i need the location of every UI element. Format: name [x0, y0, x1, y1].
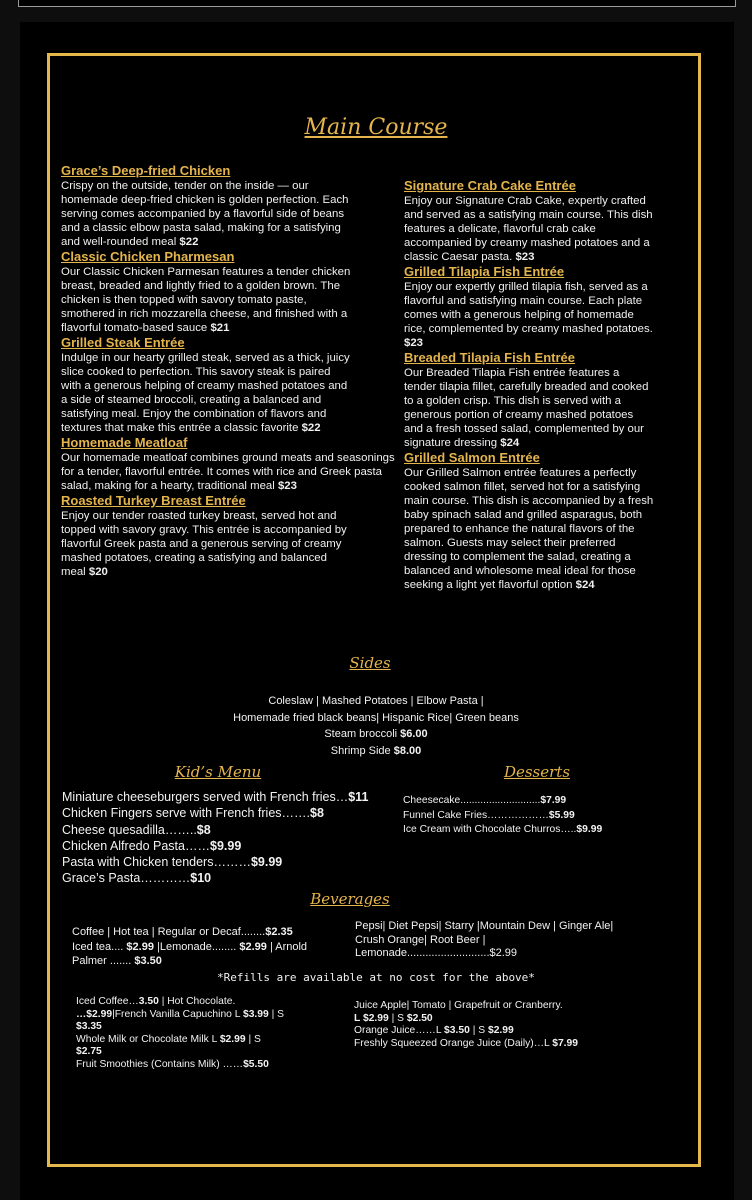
previous-page-strip [18, 0, 736, 7]
sides-line: Shrimp Side $8.00 [330, 744, 422, 757]
side-price: $8.00 [393, 744, 422, 757]
main-course-title: Main Course [304, 115, 448, 140]
sides-line: Homemade fried black beans| Hispanic Rice| Green beans [233, 711, 519, 724]
desserts-title: Desserts [503, 763, 571, 781]
item-name: Grilled Tilapia Fish Entrée [404, 264, 565, 279]
item-price: $5.99 [548, 809, 575, 821]
item-description: Our homemade meatloaf combines ground meats and seasonings for a tender, flavorful entrée. It comes with rice and Greek pasta salad, making for a hearty, traditional meal $23 [61, 452, 395, 492]
menu-item [404, 350, 654, 450]
beverages-title: Beverages [310, 890, 390, 908]
menu-item [61, 249, 406, 335]
list-item: Chicken Alfredo Pasta……$9.99 [62, 838, 242, 853]
item-price: $21 [210, 322, 230, 334]
item-name: Signature Crab Cake Entrée [404, 178, 576, 193]
list-item: Cheese quesadilla……..$8 [62, 822, 211, 837]
item-price: $22 [179, 236, 199, 248]
item-description: Our Grilled Salmon entrée features a perfectly cooked salmon fillet, served hot for a satisfying main course. This dish is accompanied by a fresh baby spinach salad and grilled asparagus, both prepared to enhance the natural flavors of the salmon. Guests may select their preferred dressing to complement the salad, creating a balanced and wholesome meal ideal for those seeking a light yet flavorful option $24 [404, 467, 654, 591]
item-price: $9.99 [576, 824, 603, 835]
main-course-right-column [404, 178, 654, 592]
menu-item [61, 435, 406, 493]
refill-note: *Refills are available at no cost for the above* [217, 971, 535, 984]
menu-item [61, 493, 406, 579]
sides-title: Sides [349, 654, 391, 672]
sides-line: Steam broccoli $6.00 [324, 728, 428, 740]
list-item: Funnel Cake Fries………………$5.99 [403, 809, 575, 821]
list-item: Chicken Fingers serve with French fries…….$8 [62, 806, 324, 821]
kids-menu-title: Kid’s Menu [174, 763, 262, 781]
menu-item [404, 450, 654, 592]
item-price: $24 [575, 579, 595, 591]
item-price: $22 [301, 422, 321, 434]
item-description: Enjoy our Signature Crab Cake, expertly crafted and served as a satisfying main course. This dish features a delicate, flavorful crab cake accompanied by creamy mashed potatoes and a classic Caesar pasta. $23 [404, 195, 653, 263]
item-price: $11 [348, 790, 369, 804]
item-price: $8 [196, 822, 211, 837]
list-item: Ice Cream with Chocolate Churros…..$9.99 [403, 824, 603, 835]
item-name: Grilled Salmon Entrée [404, 450, 540, 465]
item-price: $9.99 [210, 838, 242, 853]
item-description: Enjoy our expertly grilled tilapia fish, served as a flavorful and satisfying main course. Each plate comes with a generous helping of homemade rice, complemented by creamy mashed potatoes. $23 [404, 281, 653, 349]
menu-item [404, 178, 654, 264]
item-price: $7.99 [540, 795, 567, 806]
item-price: $23 [515, 251, 535, 263]
desserts-list [403, 794, 663, 838]
item-description: Enjoy our tender roasted turkey breast, served hot and topped with savory gravy. This entrée is accompanied by flavorful Greek pasta and a generous serving of creamy mashed potatoes, creating a satisfying and balanced meal $20 [61, 510, 347, 578]
item-price: $24 [500, 437, 520, 449]
kids-menu-list [62, 789, 402, 887]
beverages-coffee-milk: Iced Coffee…3.50 | Hot Chocolate. …$2.99|French Vanilla Capuchino L $3.99 | S $3.35 Whole Milk or Chocolate Milk L $2.99 | S $2.75 Fruit Smoothies (Contains Milk) ……$5.50 [76, 996, 285, 1070]
item-name: Breaded Tilapia Fish Entrée [404, 350, 575, 365]
list-item: Cheesecake............................$7.99 [403, 795, 567, 806]
item-description: Crispy on the outside, tender on the inside — our homemade deep-fried chicken is golden perfection. Each serving comes accompanied by a flavorful side of beans and a classic elbow pasta salad, making for a satisfying and well-rounded meal $22 [61, 180, 349, 248]
item-price: $8 [310, 806, 324, 821]
item-name: Grace’s Deep-fried Chicken [61, 163, 231, 178]
list-item: Miniature cheeseburgers served with French fries…$11 [62, 790, 369, 804]
item-description: Our Breaded Tilapia Fish entrée features a tender tilapia fillet, carefully breaded and cooked to a golden crisp. This dish is served with a generous portion of creamy mashed potatoes and a fresh tossed salad, complemented by our signature dressing $24 [404, 367, 649, 449]
sides-list [0, 693, 752, 759]
item-description: Indulge in our hearty grilled steak, served as a thick, juicy slice cooked to perfection. This savory steak is paired with a generous helping of creamy mashed potatoes and a side of steamed broccoli, creating a balanced and satisfying meal. Enjoy the combination of flavors and textures that make this entrée a classic favorite $22 [61, 352, 350, 434]
list-item: Pasta with Chicken tenders………$9.99 [62, 855, 283, 870]
list-item: Grace’s Pasta…………$10 [62, 871, 212, 886]
item-description: Our Classic Chicken Parmesan features a tender chicken breast, breaded and lightly fried to a golden brown. The chicken is then topped with savory tomato paste, smothered in rich mozzarella cheese, and finished with a flavorful tomato-based sauce $21 [61, 266, 351, 334]
sides-line: Coleslaw | Mashed Potatoes | Elbow Pasta | [268, 695, 484, 707]
main-course-left-column [61, 163, 406, 579]
item-price: $23 [277, 480, 297, 492]
side-price: $6.00 [400, 728, 428, 740]
beverages-juices: Juice Apple| Tomato | Grapefruit or Cranberry. L $2.99 | S $2.50 Orange Juice……L $3.50 | S $2.99 Freshly Squeezed Orange Juice (Daily)…L $7.99 [354, 1000, 578, 1049]
item-name: Classic Chicken Pharmesan [61, 249, 235, 264]
item-price: $20 [88, 566, 108, 578]
menu-item [61, 335, 406, 435]
item-price: $10 [190, 871, 212, 886]
item-name: Homemade Meatloaf [61, 435, 188, 450]
menu-item [404, 264, 654, 350]
item-price: $9.99 [250, 855, 283, 870]
beverages-hot-cold: Coffee | Hot tea | Regular or Decaf........$2.35 Iced tea.... $2.99 |Lemonade........ $2.99 | Arnold Palmer ....... $3.50 [72, 926, 308, 967]
item-name: Roasted Turkey Breast Entrée [61, 493, 246, 508]
item-price: $23 [404, 337, 424, 349]
beverages-sodas: Pepsi| Diet Pepsi| Starry |Mountain Dew | Ginger Ale| Crush Orange| Root Beer | Lemonade...........................$2.99 [355, 920, 614, 959]
menu-item [61, 163, 406, 249]
item-name: Grilled Steak Entrée [61, 335, 185, 350]
